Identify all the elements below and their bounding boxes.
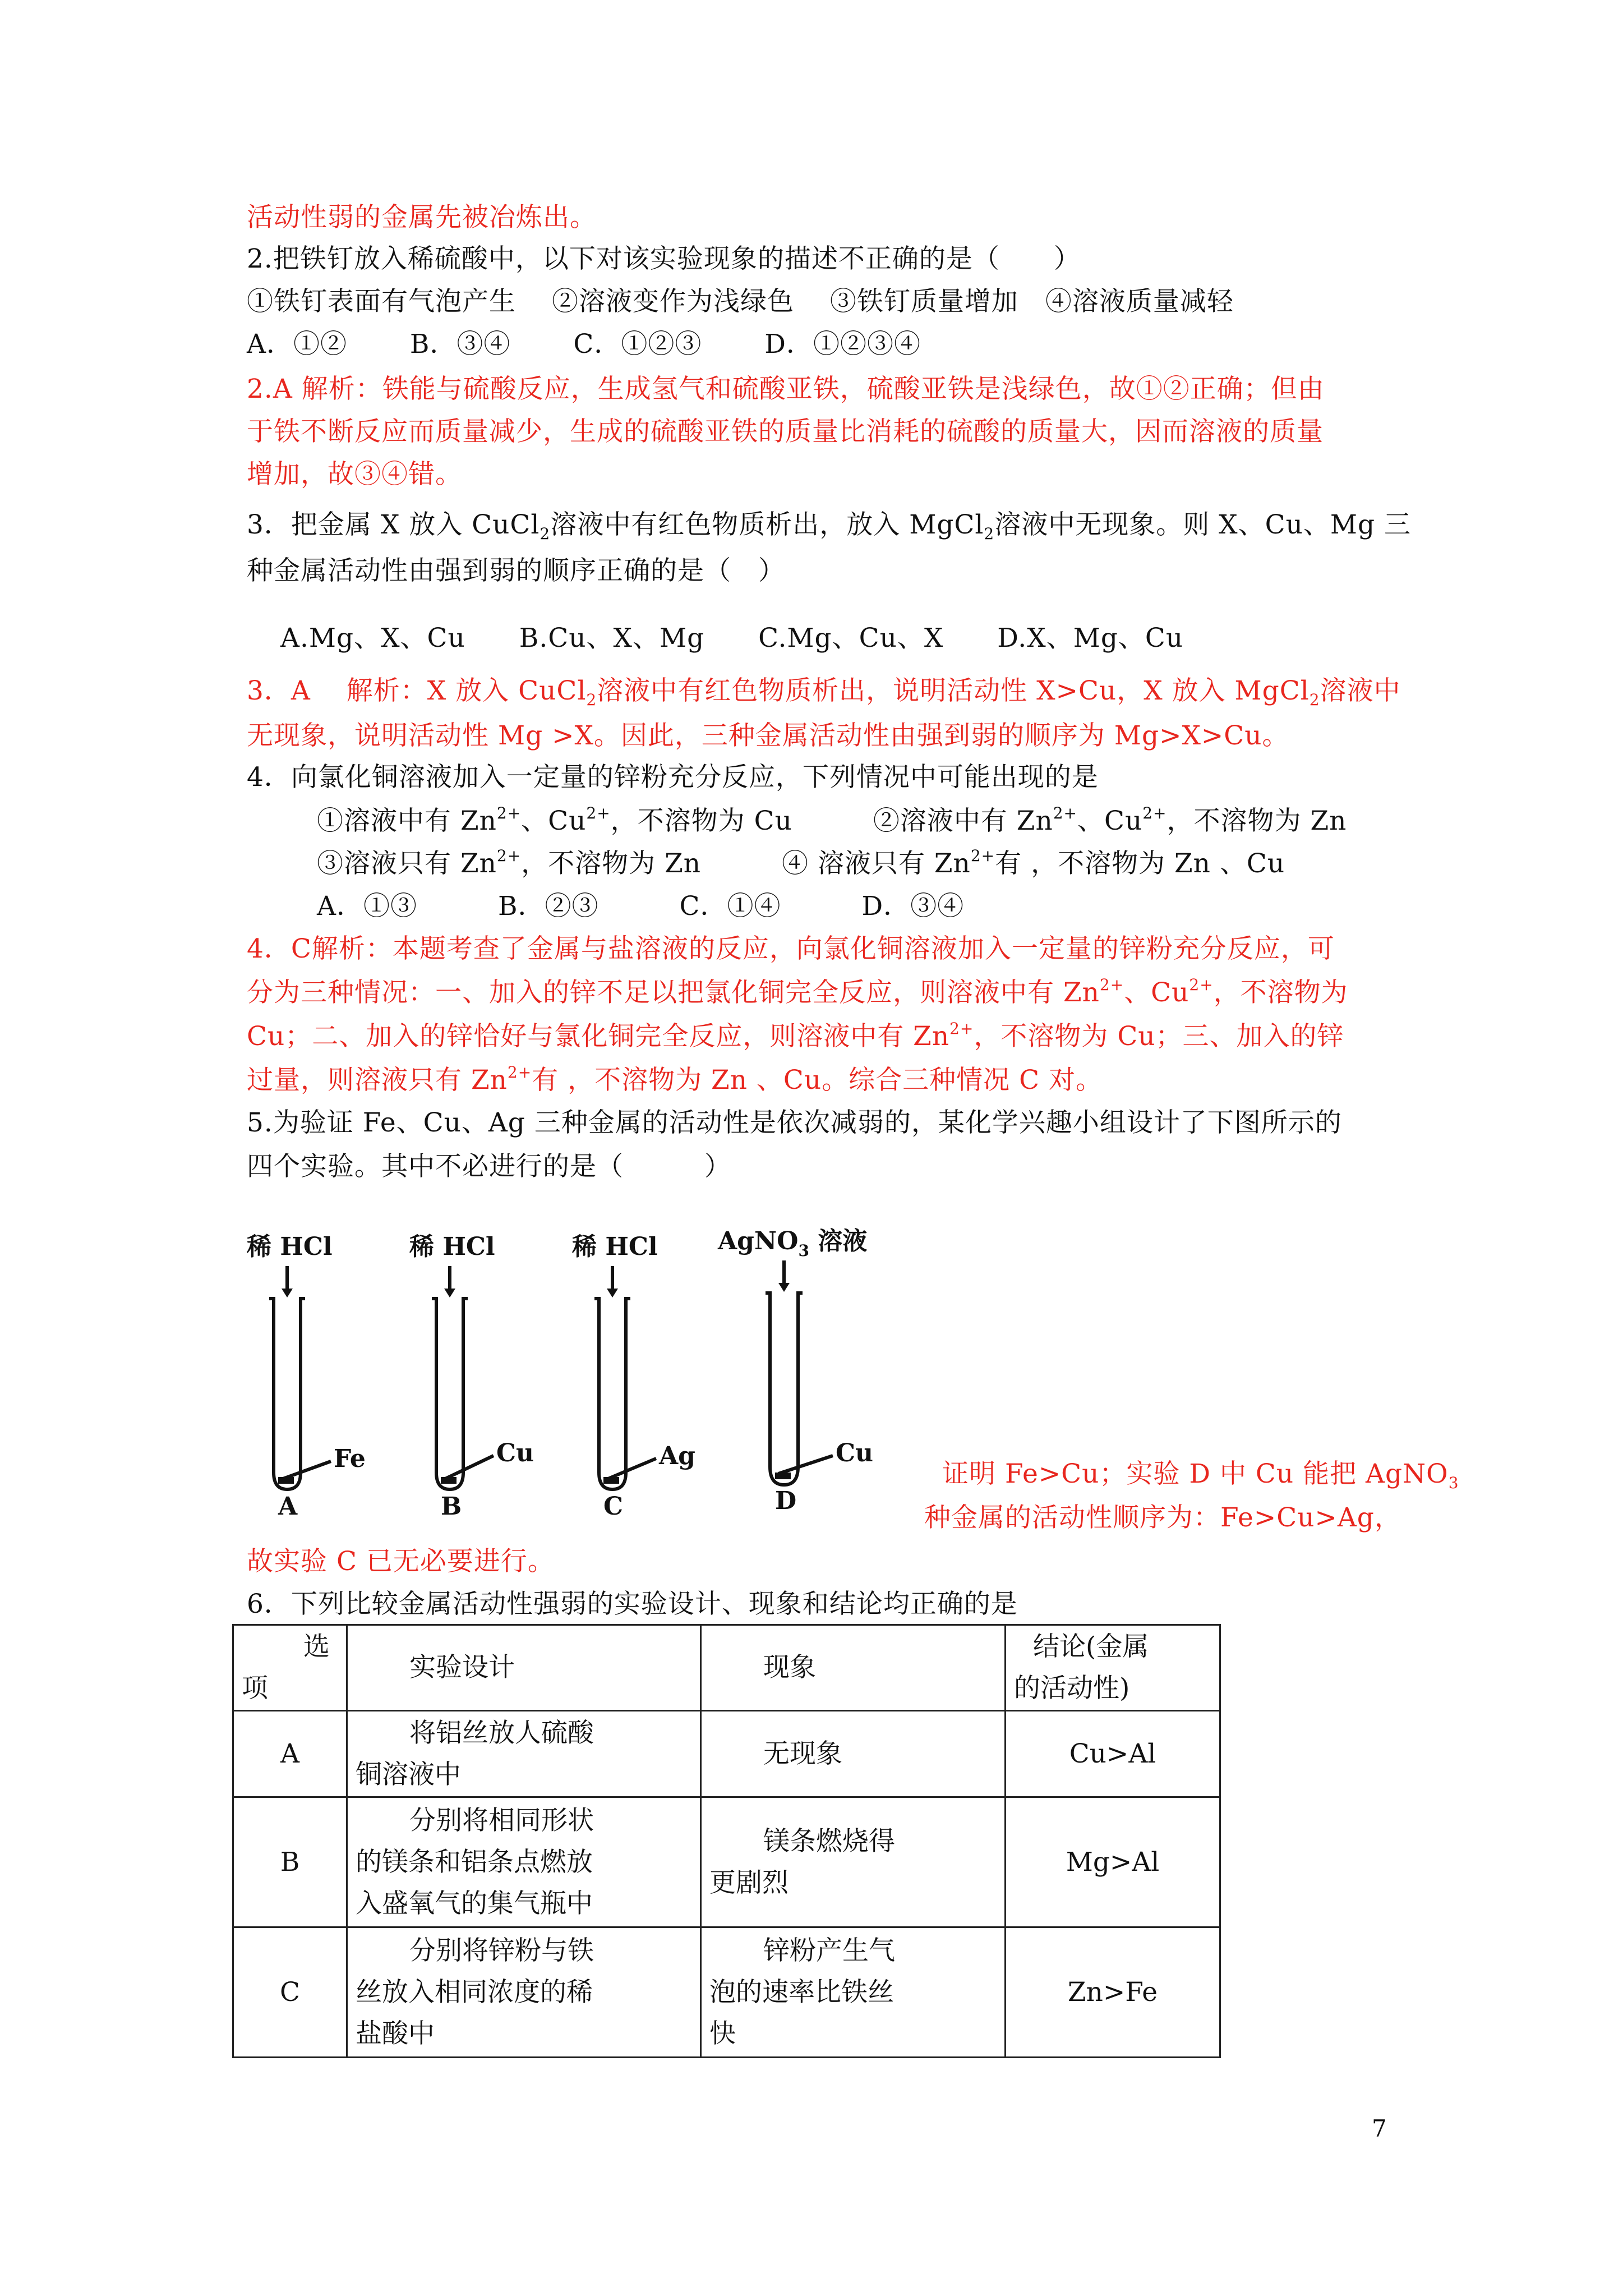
label-agno3-solution [717, 1227, 867, 1260]
test-tube-a [269, 1299, 305, 1489]
question-4-statement-3-4 [317, 847, 1285, 881]
q4-part: ，不溶物为 Cu ②溶液中有 Zn [610, 806, 1053, 836]
q3-part: 溶液中有红色物质析出，放入 MgCl [550, 509, 984, 540]
a3-part: 3．A 解析：X 放入 CuCl [247, 675, 587, 706]
row-a-design [347, 1711, 701, 1797]
subscript: 2 [984, 524, 995, 543]
answer-3-line-1 [247, 674, 1401, 708]
superscript: 2+ [507, 1063, 532, 1082]
superscript: 2+ [949, 1019, 974, 1038]
agno3-suffix: 溶液 [809, 1227, 868, 1255]
table-row [233, 1927, 1220, 2058]
answer-2-line-3: 增加，故③④错。 [247, 459, 462, 490]
row-a-option: A [233, 1711, 347, 1797]
question-5-line-2: 四个实验。其中不必进行的是（ ） [247, 1151, 731, 1182]
row-c-phenomenon-line: 快 [709, 2018, 736, 2049]
answer-3-line-2: 无现象，说明活动性 Mg >X。因此，三种金属活动性由强到弱的顺序为 Mg>X>Cu。 [247, 720, 1289, 751]
row-a-conclusion: Cu>Al [1006, 1711, 1220, 1797]
answer-2-line-1: 2.A 解析：铁能与硫酸反应，生成氢气和硫酸亚铁，硫酸亚铁是浅绿色，故①②正确；但由 [247, 374, 1325, 404]
question-6: 6．下列比较金属活动性强弱的实验设计、现象和结论均正确的是 [247, 1589, 1018, 1619]
q4-part: 有 ，不溶物为 Zn 、Cu [995, 848, 1285, 879]
row-b-design-line: 入盛氧气的集气瓶中 [356, 1888, 593, 1919]
q4-part: ①溶液中有 Zn [317, 806, 497, 836]
table-header-row [233, 1625, 1220, 1711]
answer-text: 活动性弱的金属先被冶炼出。 [247, 202, 597, 233]
superscript: 2+ [1189, 976, 1214, 994]
superscript: 2+ [496, 846, 522, 865]
row-a-phenomenon: 无现象 [701, 1711, 1006, 1797]
metal-label-cu-d: Cu [836, 1439, 874, 1467]
a4-part: 、Cu [1124, 977, 1189, 1008]
answer-4-line-1: 4．C解析：本题考查了金属与盐溶液的反应，向氯化铜溶液加入一定量的锌粉充分反应，可 [247, 933, 1335, 964]
header-option-top: 选 [303, 1631, 330, 1662]
row-b-design-line: 的镁条和铝条点燃放 [356, 1846, 593, 1878]
question-4: 4．向氯化铜溶液加入一定量的锌粉充分反应，下列情况中可能出现的是 [247, 762, 1099, 793]
table-row [233, 1797, 1220, 1927]
row-c-design-line: 盐酸中 [356, 2018, 435, 2049]
answer-2-line-2: 于铁不断反应而质量减少，生成的硫酸亚铁的质量比消耗的硫酸的质量大，因而溶液的质量 [247, 416, 1324, 447]
header-conclusion-bottom: 的活动性) [1014, 1673, 1130, 1704]
row-b-phenomenon [701, 1797, 1006, 1927]
tube-letter-b: B [441, 1492, 462, 1517]
tube-letter-c: C [603, 1492, 624, 1517]
row-c-design-line: 丝放入相同浓度的稀 [356, 1976, 593, 2008]
superscript: 2+ [970, 846, 995, 865]
a4-part: 有 ，不溶物为 Zn 、Cu。综合三种情况 C 对。 [532, 1065, 1103, 1096]
question-2: 2.把铁钉放入稀硫酸中，以下对该实验现象的描述不正确的是（ ） [247, 243, 1081, 274]
a5-part: 证明 Fe>Cu；实验 D 中 Cu 能把 AgNO [942, 1458, 1449, 1489]
agno3-subscript: 3 [798, 1241, 809, 1260]
row-b-design-line: 分别将相同形状 [409, 1805, 594, 1836]
tube-letter-d: D [775, 1487, 797, 1515]
row-b-design [347, 1797, 701, 1927]
q4-part: ，不溶物为 Zn [1166, 806, 1347, 836]
superscript: 2+ [496, 804, 522, 822]
subscript: 2 [540, 524, 551, 543]
question-4-options: A．①③ B．②③ C．①④ D．③④ [317, 891, 965, 922]
test-tube-b [432, 1299, 468, 1489]
superscript: 2+ [1142, 804, 1167, 822]
label-dilute-hcl-c: 稀 HCl [572, 1232, 658, 1261]
header-option-bottom: 项 [242, 1673, 268, 1704]
question-3-line-1 [247, 508, 1411, 542]
comparison-table [232, 1624, 1221, 2058]
q4-part: ，不溶物为 Zn ④ 溶液只有 Zn [521, 848, 971, 879]
a4-part: ，不溶物为 Cu；三、加入的锌 [974, 1021, 1344, 1052]
row-b-conclusion: Mg>Al [1006, 1797, 1220, 1927]
metal-label-cu: Cu [496, 1439, 534, 1467]
test-tube-d [766, 1293, 803, 1485]
row-a-design-line: 将铝丝放人硫酸 [409, 1717, 594, 1749]
superscript: 2+ [1099, 976, 1124, 994]
subscript: 2 [586, 691, 597, 709]
row-c-conclusion: Zn>Fe [1006, 1927, 1220, 2058]
superscript: 2+ [586, 804, 611, 822]
a3-part: 溶液中有红色物质析出，说明活动性 X>Cu，X 放入 MgCl [597, 675, 1310, 706]
header-phenomenon: 现象 [701, 1625, 1006, 1711]
test-tube-figure [247, 1226, 920, 1517]
a3-part: 溶液中 [1320, 675, 1401, 706]
question-2-statements: ①铁钉表面有气泡产生 ②溶液变作为浅绿色 ③铁钉质量增加 ④溶液质量减轻 [247, 286, 1234, 317]
table-row [233, 1711, 1220, 1797]
question-2-options: A．①② B．③④ C．①②③ D．①②③④ [247, 329, 921, 360]
answer-5-line-1 [942, 1457, 1459, 1491]
row-b-phenomenon-line: 镁条燃烧得 [763, 1825, 895, 1857]
q4-part: 、Cu [1077, 806, 1143, 836]
a4-part: 分为三种情况：一、加入的锌不足以把氯化铜完全反应，则溶液中有 Zn [247, 977, 1100, 1008]
answer-5-line-2: 种金属的活动性顺序为：Fe>Cu>Ag， [924, 1502, 1401, 1533]
answer-4-line-4 [247, 1064, 1103, 1097]
subscript: 3 [1448, 1474, 1459, 1492]
q3-part: 3．把金属 X 放入 CuCl [247, 509, 540, 540]
page-number: 7 [1372, 2115, 1387, 2142]
a4-part: Cu；二、加入的锌恰好与氯化铜完全反应，则溶液中有 Zn [247, 1021, 950, 1052]
answer-4-line-2 [247, 976, 1348, 1010]
q4-part: ③溶液只有 Zn [317, 848, 497, 879]
row-b-phenomenon-line: 更剧烈 [709, 1867, 789, 1898]
answer-5-line-3: 故实验 C 已无必要进行。 [247, 1546, 555, 1577]
header-option [233, 1625, 347, 1711]
row-c-design-line: 分别将锌粉与铁 [409, 1935, 594, 1966]
question-5-line-1: 5.为验证 Fe、Cu、Ag 三种金属的活动性是依次减弱的，某化学兴趣小组设计了下图所示的 [247, 1107, 1342, 1138]
agno3-text: AgNO [718, 1227, 799, 1255]
q3-part: 溶液中无现象。则 X、Cu、Mg 三 [994, 509, 1412, 540]
label-dilute-hcl-a: 稀 HCl [247, 1232, 333, 1261]
row-c-phenomenon-line: 锌粉产生气 [763, 1935, 895, 1966]
question-4-statement-1-2 [317, 804, 1347, 838]
metal-label-fe: Fe [334, 1444, 366, 1473]
question-3-options: A.Mg、X、Cu B.Cu、X、Mg C.Mg、Cu、X D.X、Mg、Cu [280, 623, 1184, 654]
label-dilute-hcl-b: 稀 HCl [409, 1232, 495, 1261]
subscript: 2 [1309, 691, 1320, 709]
metal-label-ag: Ag [659, 1442, 695, 1470]
row-b-option: B [233, 1797, 347, 1927]
test-tube-c [594, 1299, 630, 1489]
question-3-line-2: 种金属活动性由强到弱的顺序正确的是（ ） [247, 555, 785, 586]
q4-part: 、Cu [521, 806, 587, 836]
a4-part: ，不溶物为 [1213, 977, 1348, 1008]
superscript: 2+ [1053, 804, 1077, 822]
header-conclusion-top: 结论(金属 [1033, 1631, 1149, 1662]
header-design: 实验设计 [347, 1625, 701, 1711]
answer-4-line-3 [247, 1020, 1344, 1053]
row-c-phenomenon-line: 泡的速率比铁丝 [709, 1976, 894, 2008]
tube-letter-a: A [278, 1492, 298, 1517]
row-c-option: C [233, 1927, 347, 2058]
row-a-design-line: 铜溶液中 [356, 1759, 461, 1790]
row-c-design [347, 1927, 701, 2058]
row-c-phenomenon [701, 1927, 1006, 2058]
a4-part: 过量，则溶液只有 Zn [247, 1065, 508, 1096]
header-conclusion [1006, 1625, 1220, 1711]
